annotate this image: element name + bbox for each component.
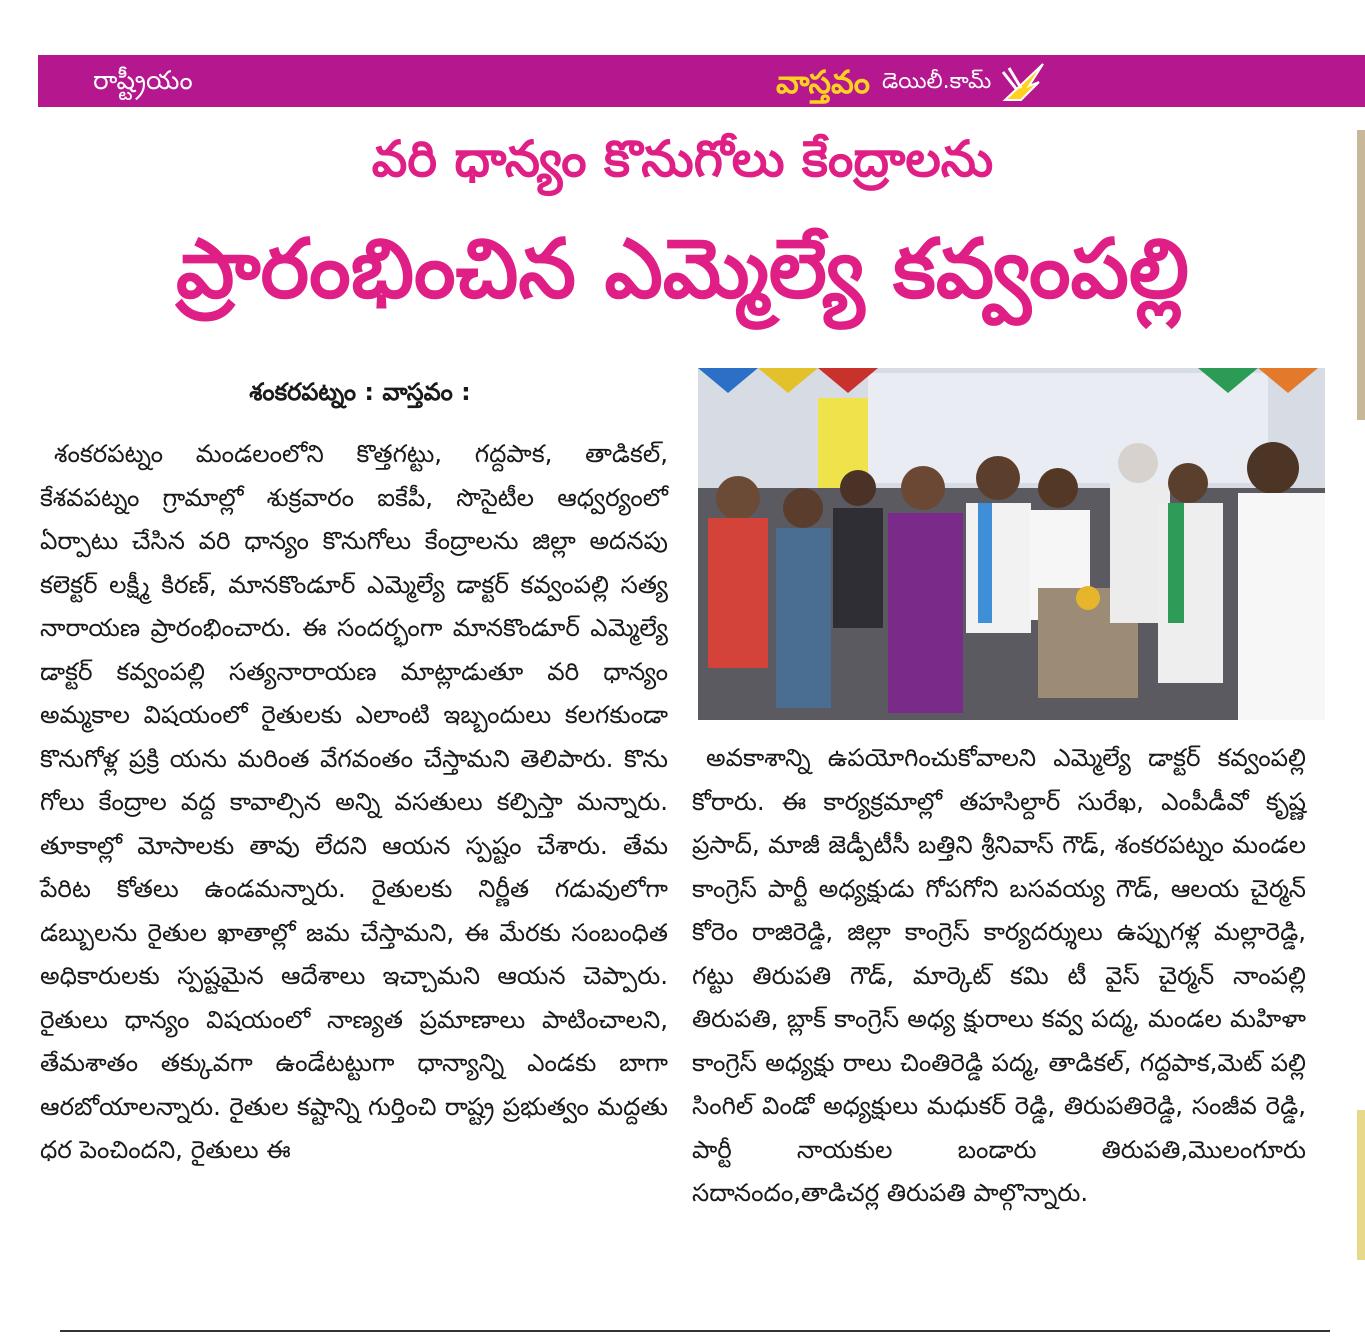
bird-logo-icon: [999, 60, 1049, 104]
brand: [776, 60, 1049, 104]
section-label: రాష్ట్రీయం: [93, 66, 193, 96]
news-photo: [698, 368, 1325, 720]
article-left-column: [40, 432, 668, 1172]
article-right-text: అవకాశాన్ని ఉపయోగించుకోవాలని ఎమ్మెల్యే డాక్టర్ కవ్వంపల్లి కోరారు. ఈ కార్యక్రమాల్లో తహసిల్దార్ సురేఖ, ఎంపీడీవో కృష్ణ ప్రసాద్, మాజీ జెడ్పీటీసీ బత్తిని శ్రీనివాస్ గౌడ్, శంకరపట్నం మండల కాంగ్రెస్ పార్టీ అధ్యక్షుడు గోపగోని బసవయ్య గౌడ్, ఆలయ చైర్మన్ కోరెం రాజిరెడ్డి, జిల్లా కాంగ్రెస్ కార్యదర్శులు ఉప్పుగళ్ల మల్లారెడ్డి, గట్టు తిరుపతి గౌడ్, మార్కెట్ కమి టీ వైస్ చైర్మన్ నాంపల్లి తిరుపతి, బ్లాక్ కాంగ్రెస్ అధ్య క్షురాలు కవ్వ పద్మ, మండల మహిళా కాంగ్రెస్ అధ్యక్షు రాలు చింతిరెడ్డి పద్మ, తాడికల్, గద్దపాక,మెట్ పల్లి సింగిల్ విండో అధ్యక్షులు మధుకర్ రెడ్డి, తిరుపతిరెడ్డి, సంజీవ రెడ్డి, పార్టీ నాయకుల బండారు తిరుపతి,మొలంగూరు సదానందం,తాడిచర్ల తిరుపతి పాల్గొన్నారు.: [692, 743, 1306, 1207]
headline-line-1: వరి ధాన్యం కొనుగోలు కేంద్రాలను: [371, 130, 994, 188]
dateline: శంకరపట్నం : వాస్తవం :: [249, 378, 471, 406]
article-left-text: శంకరపట్నం మండలంలోని కొత్తగట్టు, గద్దపాక, తాడికల్, కేశవపట్నం గ్రామాల్లో శుక్రవారం ఐకేపీ, సొసైటీల ఆధ్వర్యంలో ఏర్పాటు చేసిన వరి ధాన్యం కొనుగోలు కేంద్రాలను జిల్లా అదనపు కలెక్టర్ లక్ష్మీ కిరణ్, మానకొండూర్ ఎమ్మెల్యే డాక్టర్ కవ్వంపల్లి సత్య నారాయణ ప్రారంభించారు. ఈ సందర్భంగా మానకొండూర్ ఎమ్మెల్యే డాక్టర్ కవ్వంపల్లి సత్యనారాయణ మాట్లాడుతూ వరి ధాన్యం అమ్మకాల విషయంలో రైతులకు ఎలాంటి ఇబ్బందులు కలగకుండా కొనుగోళ్ల ప్రక్రి యను మరింత వేగవంతం చేస్తామని తెలిపారు. కొను గోలు కేంద్రాల వద్ద కావాల్సిన అన్ని వసతులు కల్పిస్తా మన్నారు. తూకాల్లో మోసాలకు తావు లేదని ఆయన స్పష్టం చేశారు. తేమ పేరిట కోతలు ఉండమన్నారు. రైతులకు నిర్ణీత గడువులోగా డబ్బులను రైతుల ఖాతాల్లో జమ చేస్తామని, ఈ మేరకు సంబంధిత అధికారులకు స్పష్టమైన ఆదేశాలు ఇచ్చామని ఆయన చెప్పారు. రైతులు ధాన్యం విషయంలో నాణ్యత ప్రమాణాలు పాటించాలని, తేమశాతం తక్కువగా ఉండేటట్టుగా ధాన్యాన్ని ఎండకు బాగా ఆరబోయాలన్నారు. రైతుల కష్టాన్ని గుర్తించి రాష్ట్ర ప్రభుత్వం మద్దతు ధర పెంచిందని, రైతులు ఈ: [40, 439, 668, 1164]
adjacent-article-edge-lower: [1357, 1110, 1365, 1260]
adjacent-article-edge: [1357, 130, 1365, 420]
group-photo-icon: [698, 368, 1325, 720]
headline-line-2: ప్రారంభించిన ఎమ్మెల్యే కవ్వంపల్లి: [176, 222, 1189, 317]
article-right-column: [692, 736, 1306, 1215]
masthead-band: [38, 55, 1365, 107]
brand-name: వాస్తవం: [776, 63, 870, 101]
bottom-rule: [60, 1330, 1330, 1332]
brand-domain: డెయిలీ.కామ్: [881, 69, 992, 94]
